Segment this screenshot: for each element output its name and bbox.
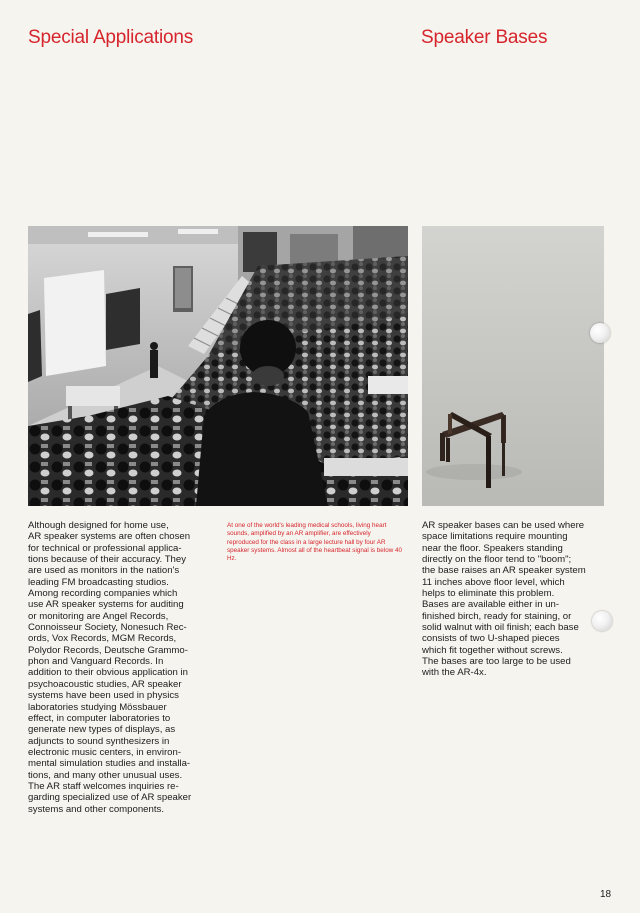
lecture-hall-photo bbox=[28, 226, 408, 506]
body-line: phon and Vanguard Records. In bbox=[28, 656, 164, 668]
body-line: systems and other components. bbox=[28, 803, 164, 815]
body-line: ords, Vox Records, MGM Records, bbox=[28, 633, 177, 645]
page-number: 18 bbox=[600, 889, 612, 900]
body-line: garding specialized use of AR speaker bbox=[28, 792, 192, 804]
body-line: Polydor Records, Deutsche Grammo- bbox=[28, 644, 188, 656]
body-line: addition to their obvious application in bbox=[28, 667, 189, 679]
body-line: AR speaker systems are often chosen bbox=[28, 531, 191, 543]
photo-caption: At one of the world's leading medical schools, living heart sounds, amplified by an AR amplifier, are effectively reproduced for the class in a large lecture hall by four AR speaker systems. Almost all of the heartbeat signal is below 40 Hz. bbox=[227, 522, 403, 563]
body-line: leading FM broadcasting studios. bbox=[28, 576, 169, 588]
body-line: 11 inches above floor level, which bbox=[422, 576, 565, 588]
body-line: Connoisseur Society, Nonesuch Rec- bbox=[28, 622, 187, 634]
body-line: systems have been used in physics bbox=[28, 690, 179, 702]
body-line: Among recording companies which bbox=[28, 588, 178, 600]
body-line: for technical or professional applica- bbox=[28, 542, 182, 554]
body-line: mental simulation studies and installa- bbox=[28, 758, 191, 770]
body-line: Bases are available either in un- bbox=[422, 599, 560, 611]
body-line: or monitoring are Angel Records, bbox=[28, 610, 169, 622]
special-applications-body bbox=[28, 520, 218, 815]
body-line: finished birch, ready for staining, or bbox=[422, 610, 572, 622]
speaker-base-photo bbox=[422, 226, 604, 506]
body-line: tions because of their accuracy. They bbox=[28, 554, 187, 566]
body-line: use AR speaker systems for auditing bbox=[28, 599, 184, 611]
body-line: effect, in computer laboratories to bbox=[28, 712, 171, 724]
body-line: directly on the floor tend to "boom"; bbox=[422, 554, 572, 566]
body-line: near the floor. Speakers standing bbox=[422, 542, 563, 554]
body-line: consists of two U-shaped pieces bbox=[422, 633, 560, 645]
body-line: The bases are too large to be used bbox=[422, 656, 571, 668]
body-line: the base raises an AR speaker system bbox=[422, 565, 586, 577]
speaker-bases-body bbox=[422, 520, 612, 679]
body-line: with the AR-4x. bbox=[422, 667, 487, 679]
special-applications-heading: Special Applications bbox=[28, 27, 193, 48]
body-line: helps to eliminate this problem. bbox=[422, 588, 555, 600]
punch-hole bbox=[592, 611, 612, 631]
body-line: are used as monitors in the nation's bbox=[28, 565, 180, 577]
body-line: tions, and many other unusual uses. bbox=[28, 769, 183, 781]
body-line: laboratories studying Mössbauer bbox=[28, 701, 167, 713]
body-line: adjuncts to sound synthesizers in bbox=[28, 735, 170, 747]
body-line: electronic music centers, in environ- bbox=[28, 746, 182, 758]
body-line: AR speaker bases can be used where bbox=[422, 520, 585, 531]
body-line: solid walnut with oil finish; each base bbox=[422, 622, 579, 634]
punch-hole bbox=[590, 323, 610, 343]
body-line: space limitations require mounting bbox=[422, 531, 568, 543]
speaker-bases-heading: Speaker Bases bbox=[421, 27, 548, 48]
body-line: psychoacoustic studies, AR speaker bbox=[28, 678, 182, 690]
body-line: which fit together without screws. bbox=[422, 644, 563, 656]
body-line: Although designed for home use, bbox=[28, 520, 169, 531]
body-line: generate new types of displays, as bbox=[28, 724, 176, 736]
body-line: The AR staff welcomes inquiries re- bbox=[28, 780, 179, 792]
